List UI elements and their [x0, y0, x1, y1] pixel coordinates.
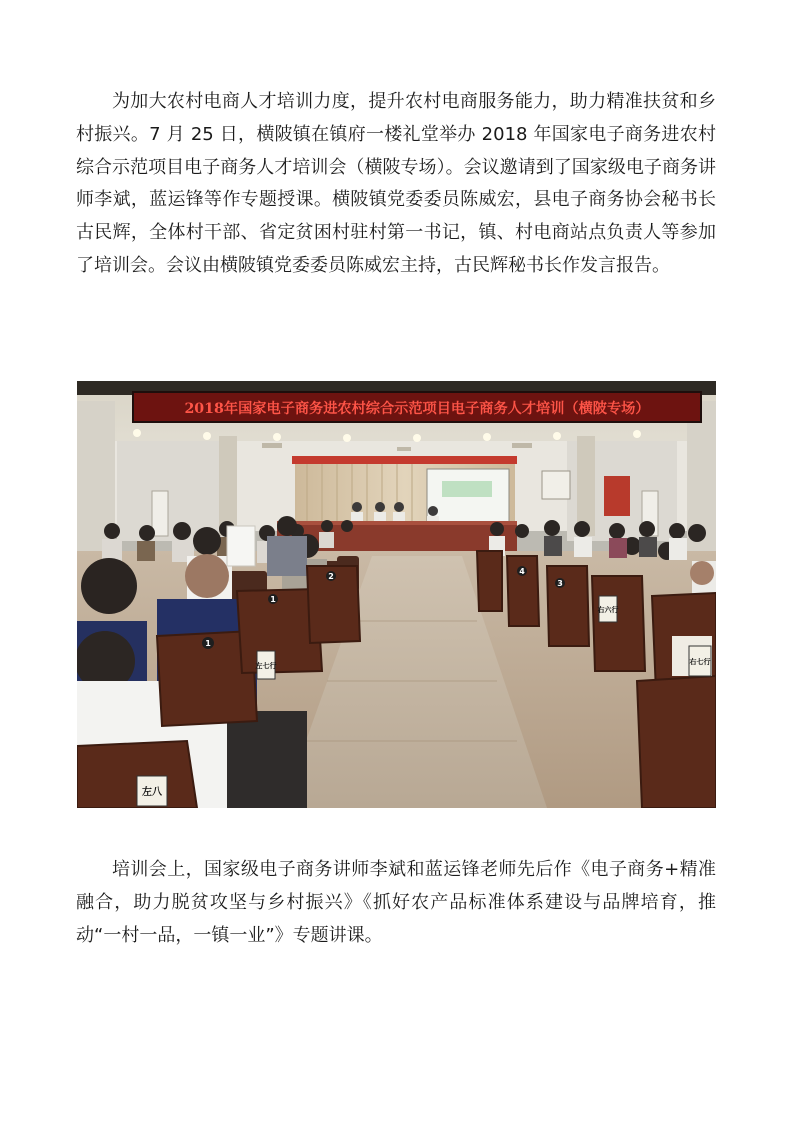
seat-number-e: 4	[519, 567, 525, 576]
seat-number-a: 1	[205, 639, 211, 648]
seat-tag-left-second: 左七行	[255, 662, 277, 670]
training-meeting-photo	[77, 381, 716, 808]
seat-number-c: 2	[328, 572, 334, 581]
article-paragraph-2: 培训会上，国家级电子商务讲师李斌和蓝运锋老师先后作《电子商务+精准融合，助力脱贫攻坚与乡村振兴》《抓好农产品标准体系建设与品牌培育，推动“一村一品，一镇一业”》专题讲课。	[76, 859, 716, 946]
seat-tag-right-front: 右七行	[689, 658, 711, 666]
banner-led-text: 2018年国家电子商务进农村综合示范项目电子商务人才培训（横陂专场）	[184, 401, 650, 417]
seat-tag-right-mid: 右六行	[597, 606, 619, 614]
seat-number-d: 3	[557, 579, 563, 588]
article-paragraph-1: 为加大农村电商人才培训力度，提升农村电商服务能力，助力精准扶贫和乡村振兴。7 月 25 日，横陂镇在镇府一楼礼堂举办 2018 年国家电子商务进农村综合示范项目电子商务人才培训会（横陂专场）。会议邀请到了国家级电子商务讲师李斌，蓝运锋等作专题授课。横陂镇党委委员陈威宏，县电子商务协会秘书长古民辉，全体村干部、省定贫困村驻村第一书记，镇、村电商站点负责人等参加了培训会。会议由横陂镇党委委员陈威宏主持，古民辉秘书长作发言报告。	[76, 91, 716, 276]
seat-tag-left-front: 左八	[142, 787, 162, 798]
seat-number-b: 1	[270, 595, 276, 604]
